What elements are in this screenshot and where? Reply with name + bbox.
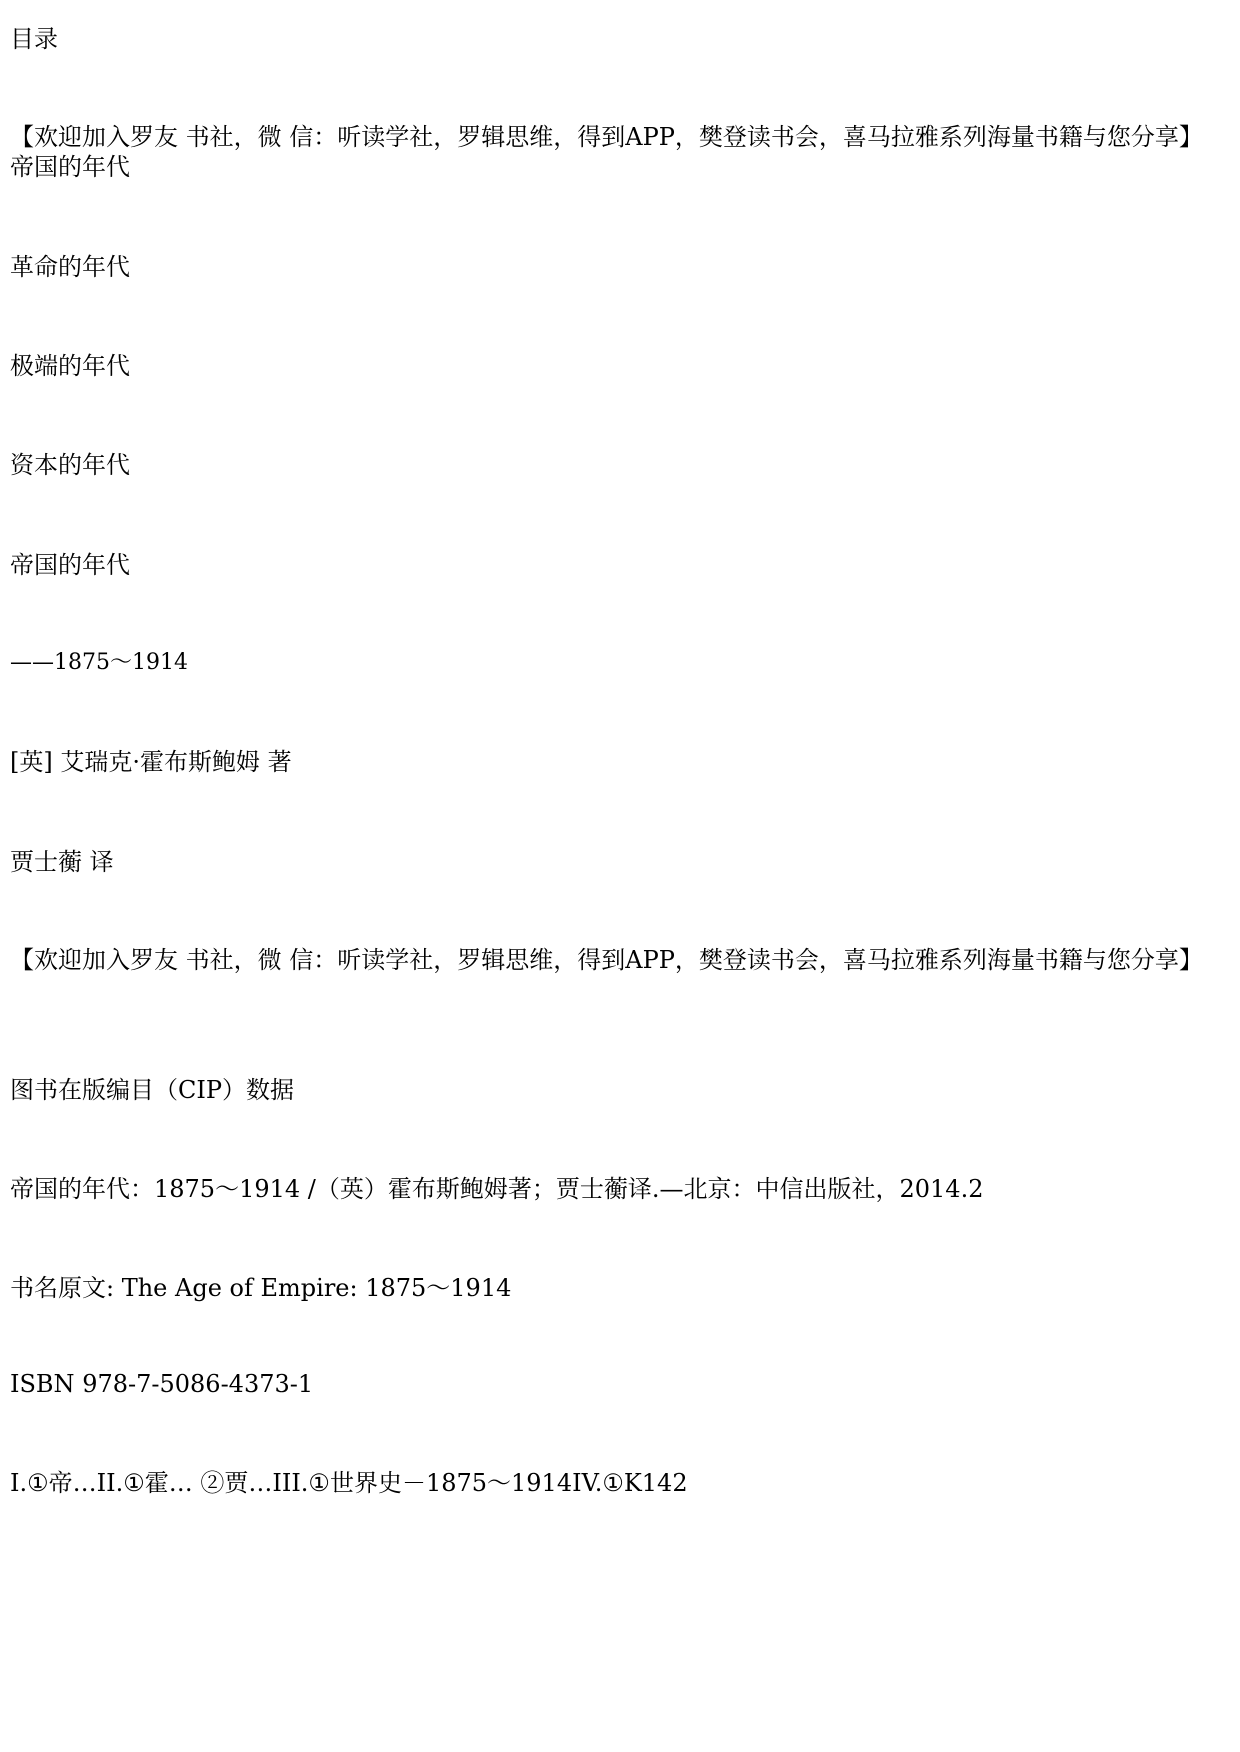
- toc-entry-promo-age-of-empire[interactable]: 【欢迎加入罗友 书社，微 信：听读学社，罗辑思维，得到APP，樊登读书会，喜马拉雅系列海量书籍与您分享】 帝国的年代: [10, 123, 1203, 181]
- book-title: 帝国的年代: [10, 551, 130, 579]
- book-subtitle-years: ——1875～1914: [10, 650, 188, 675]
- author-line: [英] 艾瑞克·霍布斯鲍姆 著: [10, 748, 292, 776]
- classification-line: I.①帝…II.①霍… ②贾…III.①世界史－1875～1914IV.①K142: [10, 1469, 688, 1497]
- toc-entry-age-of-capital[interactable]: 资本的年代: [10, 451, 130, 479]
- toc-entry-age-of-revolution[interactable]: 革命的年代: [10, 253, 130, 281]
- isbn-line: ISBN 978-7-5086-4373-1: [10, 1370, 314, 1398]
- toc-heading: 目录: [10, 25, 58, 53]
- original-title: 书名原文: The Age of Empire: 1875～1914: [10, 1274, 512, 1302]
- cip-record: 帝国的年代：1875～1914 /（英）霍布斯鲍姆著；贾士蘅译.—北京：中信出版社，2014.2: [10, 1175, 984, 1203]
- promo-text: 【欢迎加入罗友 书社，微 信：听读学社，罗辑思维，得到APP，樊登读书会，喜马拉雅系列海量书籍与您分享】: [10, 946, 1203, 974]
- toc-entry-age-of-extremes[interactable]: 极端的年代: [10, 352, 130, 380]
- cip-heading: 图书在版编目（CIP）数据: [10, 1076, 294, 1104]
- translator-line: 贾士蘅 译: [10, 848, 114, 876]
